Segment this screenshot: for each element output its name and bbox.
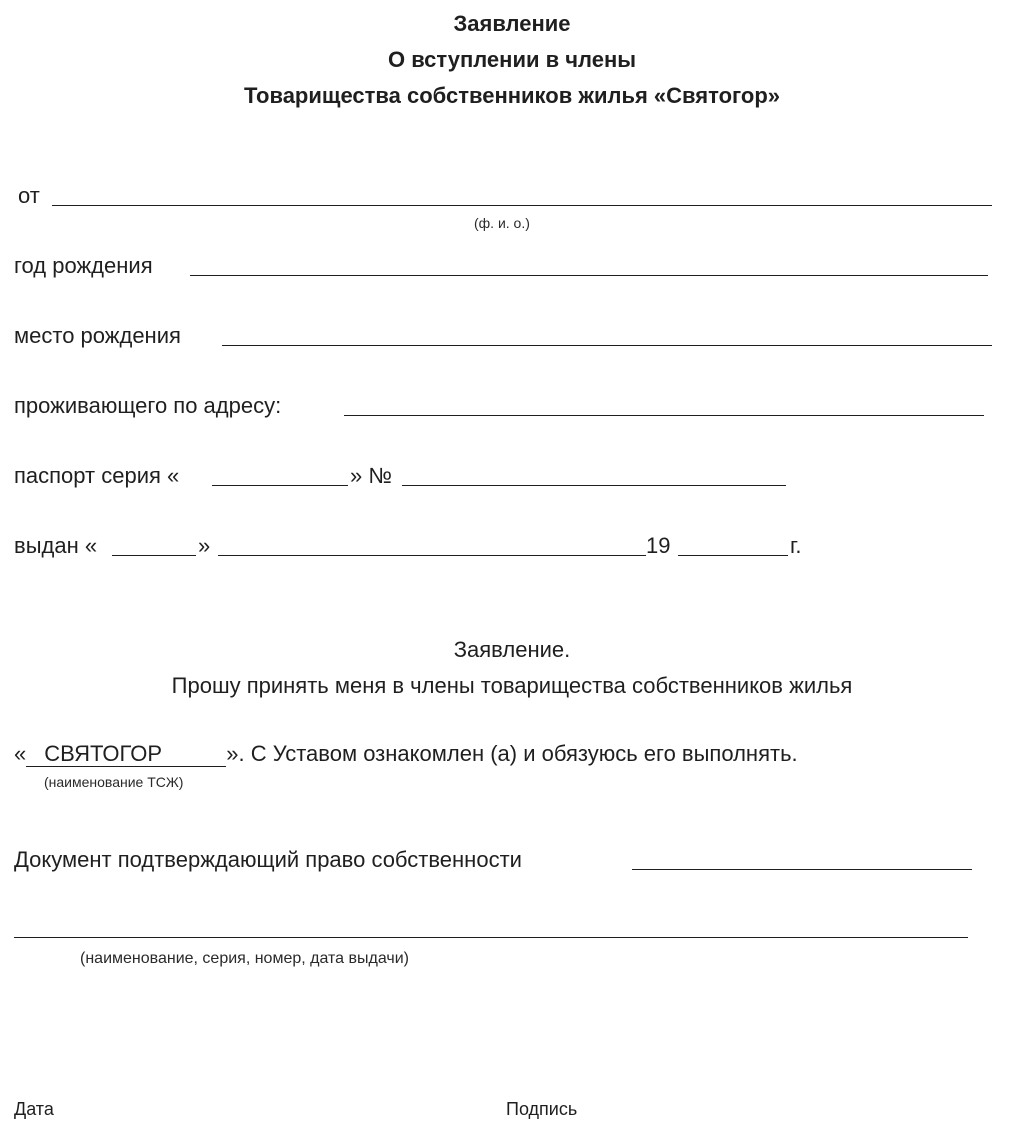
passport-number-input-line[interactable]	[402, 485, 786, 486]
issued-close-quote-row	[198, 532, 210, 560]
birth-place-label: место рождения	[14, 323, 181, 348]
address-row	[14, 392, 281, 420]
ownership-input-line[interactable]	[632, 869, 972, 870]
from-label: от	[18, 183, 40, 208]
address-input-line[interactable]	[344, 415, 984, 416]
document-title: Заявление	[453, 11, 571, 36]
date-label: Дата	[14, 1099, 54, 1119]
from-row	[18, 182, 40, 210]
passport-series-input-line[interactable]	[212, 485, 348, 486]
birth-place-row	[14, 322, 181, 350]
birth-year-label: год рождения	[14, 253, 153, 278]
issued-year-suffix-row	[790, 532, 801, 560]
birth-place-input-line[interactable]	[222, 345, 992, 346]
ownership-row	[14, 846, 522, 874]
signature-label: Подпись	[506, 1099, 578, 1119]
issued-century-row	[646, 532, 670, 560]
passport-number-label-row	[350, 462, 392, 490]
statement-heading: Заявление.	[453, 637, 571, 662]
hoa-after-text: ». С Уставом ознакомлен (а) и обязуюсь его выполнять.	[226, 741, 798, 766]
ownership-hint: (наименование, серия, номер, дата выдачи)	[80, 950, 409, 967]
issued-row	[14, 532, 97, 560]
document-organization: Товарищества собственников жилья «Святогор»	[243, 83, 781, 108]
passport-row	[14, 462, 179, 490]
from-input-line[interactable]	[52, 205, 992, 206]
document-subtitle: О вступлении в члены	[387, 47, 637, 72]
issued-label: выдан «	[14, 533, 98, 558]
address-label: проживающего по адресу:	[14, 393, 282, 418]
ownership-details-input-line[interactable]	[14, 937, 968, 938]
statement-line1: Прошу принять меня в члены товарищества собственников жилья	[171, 673, 853, 698]
issued-century: 19	[646, 533, 671, 558]
hoa-name-field[interactable]	[26, 742, 226, 767]
hoa-name-hint: (наименование ТСЖ)	[44, 774, 184, 790]
ownership-label: Документ подтверждающий право собственности	[14, 847, 522, 872]
birth-year-input-line[interactable]	[190, 275, 988, 276]
issued-by-input-line[interactable]	[218, 555, 646, 556]
issued-year-input-line[interactable]	[678, 555, 788, 556]
passport-number-label: » №	[350, 463, 392, 488]
issued-close-quote: »	[198, 533, 211, 558]
birth-year-row	[14, 252, 153, 280]
statement-line2	[14, 740, 798, 768]
hoa-name-value: СВЯТОГОР	[44, 741, 162, 766]
from-hint: (ф. и. о.)	[474, 215, 530, 231]
hoa-open-quote: «	[14, 741, 27, 766]
issued-year-suffix: г.	[790, 533, 802, 558]
issued-day-input-line[interactable]	[112, 555, 196, 556]
passport-label: паспорт серия «	[14, 463, 180, 488]
